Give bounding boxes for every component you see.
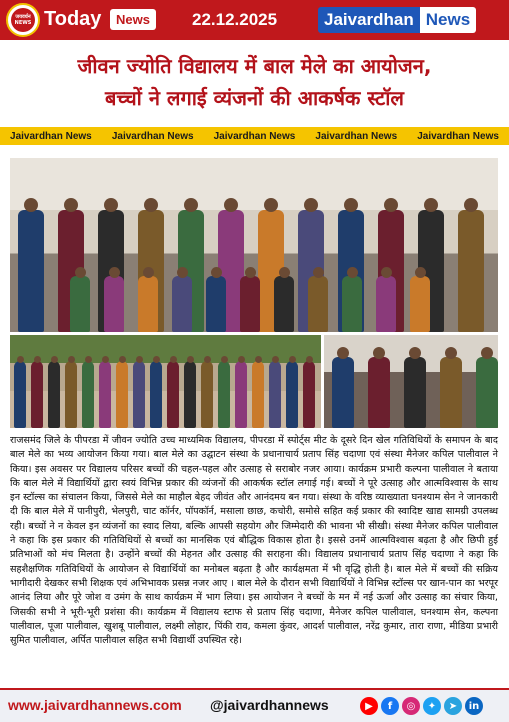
person-figure — [70, 276, 90, 332]
person-head — [245, 267, 256, 278]
linkedin-icon[interactable]: in — [465, 697, 483, 715]
person-head — [109, 267, 120, 278]
person-head — [344, 198, 358, 212]
article-body: राजसमंद जिले के पीपरडा में जीवन ज्योति उच्च माध्यमिक विद्यालय, पीपरडा में स्पोर्ट्स मीट के दूसरे दिन खेल गतिविधियों के समापन के बाद बाल मेले का भव्य आयोजन किया गया। बाल मेले का उद्घाटन संस्था के प्रधानाचार्य प्रताप सिंह चदाणा एवं संस्था मैनेजर कपिल पालीवाल ने किया। इस अवसर पर विद्यालय परिसर बच्चों की चहल-पहल और उत्साह से सराबोर नजर आया। कार्यक्रम प्रभारी कल्पना पालीवाल ने बताया कि बाल मेले में विद्यार्थियों द्वारा स्वयं विभिन्न प्रकार की व्यंजनों की आकर्षक स्टॉल लगाई गई। बच्चों ने पूरे उत्साह और आत्मविश्वास के साथ इन स्टॉल्स का संचालन किया, जिससे मेले का माहौल बेहद जीवंत और आनंदमय बन गया। संस्था के वरिष्ठ व्याख्याता घनश्याम सेन ने जानकारी दी कि बाल मेले में पानीपुरी, भेलपुरी, चाट कॉर्नर, पॉपकॉर्न, मसाला छाछ, कचोरी, समोसे सहित कई प्रकार की स्वादिष्ट खाद्य सामग्री उपलब्ध रही। बच्चों ने न केवल इन व्यंजनों का स्वाद लिया, बल्कि आपसी सहयोग और जिम्मेदारी की भावना भी सीखी। संस्था मैनेजर कपिल पालीवाल ने कहा कि इस प्रकार की गतिविधियों से बच्चों का मानसिक एवं बौद्धिक विकास होता है। इससे उनमें आत्मविश्वास बढ़ता है और छिपी हुई प्रतिभाओं को मंच मिलता है। उन्होंने बच्चों की मेहनत और उत्साह की सराहना की। विद्यालय प्रधानाचार्य प्रताप सिंह चदाणा ने कहा कि सहशैक्षणिक गतिविधियों के आयोजन से विद्यार्थियों का मनोबल बढ़ता है और कार्यक्षमता में भी वृद्धि होती है। बाल मेले में बच्चों की सक्रिय भागीदारी देखकर सभी शिक्षक एवं अभिभावक प्रसन्न नजर आए । बाल मेले के दौरान सभी विद्यार्थियों ने विभिन्न स्टॉल्स पर खान-पान का भरपूर आनंद लिया और पूरे जोश व उमंग के साथ कार्यक्रम में भाग लिया। इस आयोजन ने बच्चों के मन में नई ऊर्जा और उत्साह का संचार किया, जिसकी सभी ने भूरी-भूरी प्रशंसा की। कार्यक्रम में विद्यालय स्टाफ से प्रताप सिंह चदाणा, मैनेजर कपिल पालीवाल, घनश्याम सेन, कल्पना पालीवाल, पूजा पालीवाल, खुशबू पालीवाल, लक्ष्मी लोहार, पिंकी राव, कमला कुंवर, आदर्श पालीवाल, नरेंद्र कुमार, तारा राणा, मीडिया प्रभारी सुमित पालीवाल, अर्पित पालीवाल सहित सभी विद्यार्थी उपस्थित रहे। — [10, 435, 498, 647]
person-figure — [18, 210, 44, 332]
person-head — [221, 356, 228, 363]
person-figure — [206, 276, 226, 332]
ticker-item: Jaivardhan News — [417, 130, 499, 142]
person-figure — [133, 361, 145, 428]
person-figure — [65, 361, 77, 428]
ticker-item: Jaivardhan News — [213, 130, 296, 142]
person-figure — [269, 361, 281, 428]
person-head — [177, 267, 188, 278]
person-figure — [31, 361, 43, 428]
website-link[interactable]: www.jaivardhannews.com — [8, 697, 182, 713]
person-figure — [410, 276, 430, 332]
person-figure — [48, 361, 60, 428]
social-icons — [360, 697, 483, 715]
brand-name-second: News — [420, 7, 476, 33]
person-head — [409, 347, 421, 359]
telegram-icon[interactable]: ➤ — [444, 697, 462, 715]
person-figure — [404, 357, 426, 428]
ticker-item: Jaivardhan News — [10, 130, 92, 142]
person-figure — [303, 361, 315, 428]
edition-date: 22.12.2025 — [192, 10, 278, 29]
headline-line-1: जीवन ज्योति विद्यालय में बाल मेले का आयोजन, — [77, 54, 432, 78]
ticker-item: Jaivardhan News — [315, 130, 398, 142]
person-figure — [332, 357, 354, 428]
logo-text: जयवर्धन NEWS — [11, 8, 35, 32]
person-head — [255, 356, 262, 363]
person-figure — [138, 276, 158, 332]
twitter-icon[interactable]: ✦ — [423, 697, 441, 715]
brand-name-first: Jaivardhan — [318, 7, 420, 33]
person-head — [211, 267, 222, 278]
person-figure — [476, 357, 498, 428]
person-figure — [184, 361, 196, 428]
fair-gathering-photo — [10, 335, 321, 428]
person-head — [272, 356, 279, 363]
person-head — [153, 356, 160, 363]
ticker-item: Jaivardhan News — [111, 130, 194, 142]
headline — [0, 50, 509, 114]
brand-ticker — [0, 127, 509, 145]
person-head — [144, 198, 158, 212]
news-badge: News — [110, 9, 156, 30]
person-head — [279, 267, 290, 278]
person-figure — [104, 276, 124, 332]
person-figure — [201, 361, 213, 428]
person-head — [17, 356, 24, 363]
person-figure — [82, 361, 94, 428]
person-figure — [440, 357, 462, 428]
footer-bar — [0, 688, 509, 722]
person-figure — [252, 361, 264, 428]
person-head — [313, 267, 324, 278]
person-head — [264, 198, 278, 212]
person-head — [373, 347, 385, 359]
person-figure — [172, 276, 192, 332]
person-figure — [218, 361, 230, 428]
person-figure — [235, 361, 247, 428]
person-head — [424, 198, 438, 212]
person-figure — [274, 276, 294, 332]
person-figure — [368, 357, 390, 428]
person-head — [381, 267, 392, 278]
person-head — [85, 356, 92, 363]
person-head — [136, 356, 143, 363]
person-head — [289, 356, 296, 363]
group-photo — [10, 158, 498, 332]
person-figure — [458, 210, 484, 332]
person-figure — [308, 276, 328, 332]
person-head — [384, 198, 398, 212]
person-head — [204, 356, 211, 363]
social-handle[interactable]: @jaivardhannews — [210, 697, 329, 713]
person-head — [102, 356, 109, 363]
person-head — [187, 356, 194, 363]
facebook-icon[interactable]: f — [381, 697, 399, 715]
person-head — [184, 198, 198, 212]
person-head — [75, 267, 86, 278]
jaivardhan-logo[interactable] — [6, 3, 40, 37]
person-figure — [286, 361, 298, 428]
masthead — [0, 0, 509, 40]
person-head — [306, 356, 313, 363]
person-head — [464, 198, 478, 212]
person-figure — [116, 361, 128, 428]
person-head — [143, 267, 154, 278]
person-head — [337, 347, 349, 359]
person-head — [104, 198, 118, 212]
person-head — [51, 356, 58, 363]
stall-inauguration-photo — [324, 335, 498, 428]
person-figure — [376, 276, 396, 332]
person-figure — [14, 361, 26, 428]
person-figure — [167, 361, 179, 428]
person-head — [481, 347, 493, 359]
person-figure — [342, 276, 362, 332]
person-head — [445, 347, 457, 359]
person-head — [415, 267, 426, 278]
person-head — [119, 356, 126, 363]
person-figure — [240, 276, 260, 332]
person-head — [224, 198, 238, 212]
person-figure — [150, 361, 162, 428]
person-head — [24, 198, 38, 212]
person-figure — [99, 361, 111, 428]
person-head — [34, 356, 41, 363]
headline-line-2: बच्चों ने लगाई व्यंजनों की आकर्षक स्टॉल — [105, 86, 404, 110]
person-head — [68, 356, 75, 363]
person-head — [170, 356, 177, 363]
person-head — [238, 356, 245, 363]
brand-lockup[interactable] — [318, 7, 476, 33]
instagram-icon[interactable]: ◎ — [402, 697, 420, 715]
today-label: Today — [44, 8, 102, 30]
youtube-icon[interactable]: ▶ — [360, 697, 378, 715]
person-head — [347, 267, 358, 278]
person-head — [304, 198, 318, 212]
person-head — [64, 198, 78, 212]
